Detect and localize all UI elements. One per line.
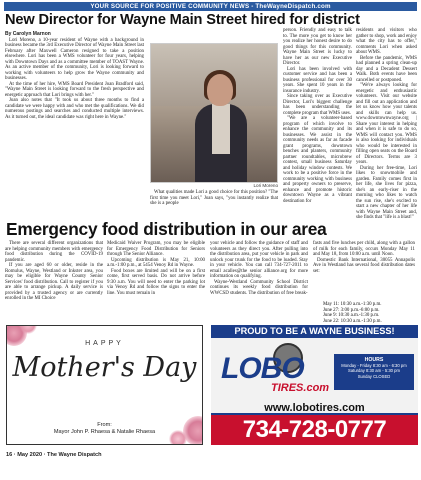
hours-line: Sunday CLOSED	[357, 373, 391, 379]
distribution-dates	[313, 302, 415, 324]
article2-column-2	[107, 241, 205, 296]
article2-column-1	[5, 241, 103, 302]
article1-column-2-bottom	[150, 190, 278, 207]
paragraph: "We are a volunteer-based program of which involve to enhance the community and its businesses. We assist in the community needs as far as facade grant programs, downtown benches and planters, community partner roundtables, microbrew contest, small business Saturday and holiday window contests. We work to be a positive force in the community working with business and property owners to preserve, enhance and promote historic downtown Wayne as a vibrant destination for	[283, 116, 352, 204]
paragraph: Since taking over as Executive Director, Lori's biggest challenge has been understanding the complete program that WMS uses.	[283, 94, 352, 116]
paragraph: person. Friendly and easy to talk to. The more you get to know her you realize her honest desire to do good things for this community. Wayne Main Street is lucky to have her as our new Executive Director.	[283, 28, 352, 66]
photo-caption: Lori Moreno	[253, 183, 278, 188]
paragraph: If you are aged 60 or older, reside in the Romulus, Wayne, Westland or Inkster area, you may be eligible for Wayne County Senior Services' food distribution. Call to register if you are able to arrange pickup. A daily service is provided by a trusted agency or are currently enrolled in the MI Choice	[5, 263, 103, 301]
paragraph: Food boxes are limited and will be on a first come, first served basis. Do not arrive before 9:30 a.m. You will need to enter the parking lot via Venoy Rd and follow the signs to enter the line. You must remain in	[107, 268, 205, 296]
article-headline: Emergency food distribution in our area	[6, 219, 327, 239]
paragraph: fasts and five lunches per child, along with a gallon of milk for each family, occurs Monday May 11 and May 18, from 10:00 a.m. until Noon.	[313, 241, 415, 257]
list-item: June 27: 3:00 p.m.-6:00 p.m.	[323, 307, 380, 313]
happy-label: HAPPY	[85, 340, 124, 347]
ad-banner: PROUD TO BE A WAYNE BUSINESS!	[211, 325, 418, 338]
paragraph: "We're always looking for energetic and enthusiastic volunteers. Visit our website and fill out an application and let us know how your talents and skills can help us. www.downtownwayne.org | Share your interest in helping and when it is safe to do so, WMS will contact you. WMS is also looking for individuals who would be interested in filling open seats on the Board of Directors. Terms are 3 years.	[356, 83, 417, 165]
hours-line: Saturday 8:30 am - 5:30 pm	[348, 368, 400, 374]
paragraph: What qualities made Lori a good choice for this position? "The first time you meet Lori," Joan says, "you instantly realize that she is a people	[150, 190, 278, 206]
ad-body	[211, 338, 418, 413]
list-item: June 9: 10:30 a.m.-1:30 p.m.	[323, 313, 380, 319]
hours-title: HOURS	[364, 357, 384, 363]
paragraph: Upcoming distribution is May 21, 10:00 a.m.-1:00 p.m., at 5454 Venoy Rd in Wayne.	[107, 257, 205, 268]
paragraph: Before the pandemic, WMS had planned a spring clean-up day and a Decadent Dessert Walk. Both events have been cancelled or postponed.	[356, 55, 417, 83]
list-item: June 22: 10:30 a.m.-1:30 p.m.	[323, 318, 382, 324]
paragraph: Lori Moreno, a 10-year resident of Wayne with a background in business became the 3rd Executive Director of Wayne Main Street last February after Maxwell Cameron resigned to take a position elsewhere. Lori has been a WMS volunteer for four years, helping with Downtown Days and as a committee member of TOAST Wayne. As an active member of the community, Lori is looking forward to working with volunteers to help grow the Wayne community and businesses.	[5, 37, 144, 81]
article2-column-4	[313, 241, 415, 274]
lobo-tires-ad	[211, 325, 418, 445]
list-item: May 11: 10:30 a.m.-1:30 p.m.	[323, 302, 382, 307]
paragraph: your vehicle and follow the guidance of staff and volunteers as they direct you. After pulling into the distribution area, put your vehicle in park and unlock your trunk for the food to be loaded. Stay in your vehicle. You can call 734-727-2011 to email acalles@the senior alliance.org for more information on qualifying.	[210, 241, 308, 279]
paragraph: Joan also notes that "It took us about three months to find a candidate we were happy with and who met the qualifications. We did numerous postings and searches and conducted multiple interviews. As it turned out, the ideal candidate was right here in Wayne."	[5, 98, 144, 120]
mothers-day-ad	[6, 325, 203, 445]
hours-line: Monday - Friday 8:30 am - 6:30 pm	[341, 363, 407, 369]
page-footer: 16 · May 2020 · The Wayne Dispatch	[6, 452, 102, 458]
brand-sub: TIRES.com	[271, 382, 330, 394]
phone-number[interactable]: 734-728-0777	[211, 415, 418, 445]
article1-column-3-display-text	[283, 28, 352, 204]
from-label: From:	[97, 422, 112, 428]
website-link[interactable]: www.lobotires.com	[264, 402, 365, 414]
hours-box	[334, 354, 414, 390]
publication-banner: YOUR SOURCE FOR POSITIVE COMMUNITY NEWS - TheWayneDispatch.com	[4, 2, 417, 11]
article-headline: New Director for Wayne Main Street hired for district	[5, 12, 360, 28]
paragraph: residents and visitors who gather to shop, work and enjoy what the city has to offer," comments Lori when asked about WMS.	[356, 28, 417, 55]
paragraph: Wayne-Westland Community School District continues its weekly food distribution for WWCSD students. The distribution of free break-	[210, 279, 308, 296]
mothers-day-title: Mother's Day	[12, 352, 197, 383]
paragraph: There are several different organizations that are helping community members with emergency food distribution during the COVID-19 pandemic.	[5, 241, 103, 263]
brand-name: LOBO	[221, 352, 304, 385]
byline: By Carolyn Marnon	[5, 31, 51, 37]
from-names: Mayor John P. Rhaesa & Natalie Rhaesa	[53, 428, 156, 435]
paragraph: During her free-time, Lori likes to snowmobile and garden. Family comes first in her life, she lives for pizza, she's an early-riser in the morning who likes to watch the sun rise, she's excited to start a new chapter of her life with Wayne Main Street and, she finds that "life is a blast!"	[356, 165, 417, 220]
paragraph: Lori has been involved with customer service and has been a business professional for over 30 years. She spent 10 years in the insurance industry.	[283, 66, 352, 94]
paragraph: Domestic Bank International, 30055 Annapolis Ave in Westland has several food distribution dates set:	[313, 257, 415, 274]
paragraph: At the time of her hire, WMS Board President Joan Bradford said, "Wayne Main Street is looking forward to the fresh perspective and energetic approach that Lori brings with her."	[5, 81, 144, 98]
lori-moreno-photo	[150, 43, 278, 183]
paragraph: Medicaid Waiver Program, you may be eligible for Emergency Food Distribution for Seniors through The Senior Alliance.	[107, 241, 205, 257]
article1-column-4	[356, 28, 417, 221]
article2-column-3	[210, 241, 308, 296]
from-line	[7, 422, 202, 435]
article1-column-1	[5, 32, 144, 120]
